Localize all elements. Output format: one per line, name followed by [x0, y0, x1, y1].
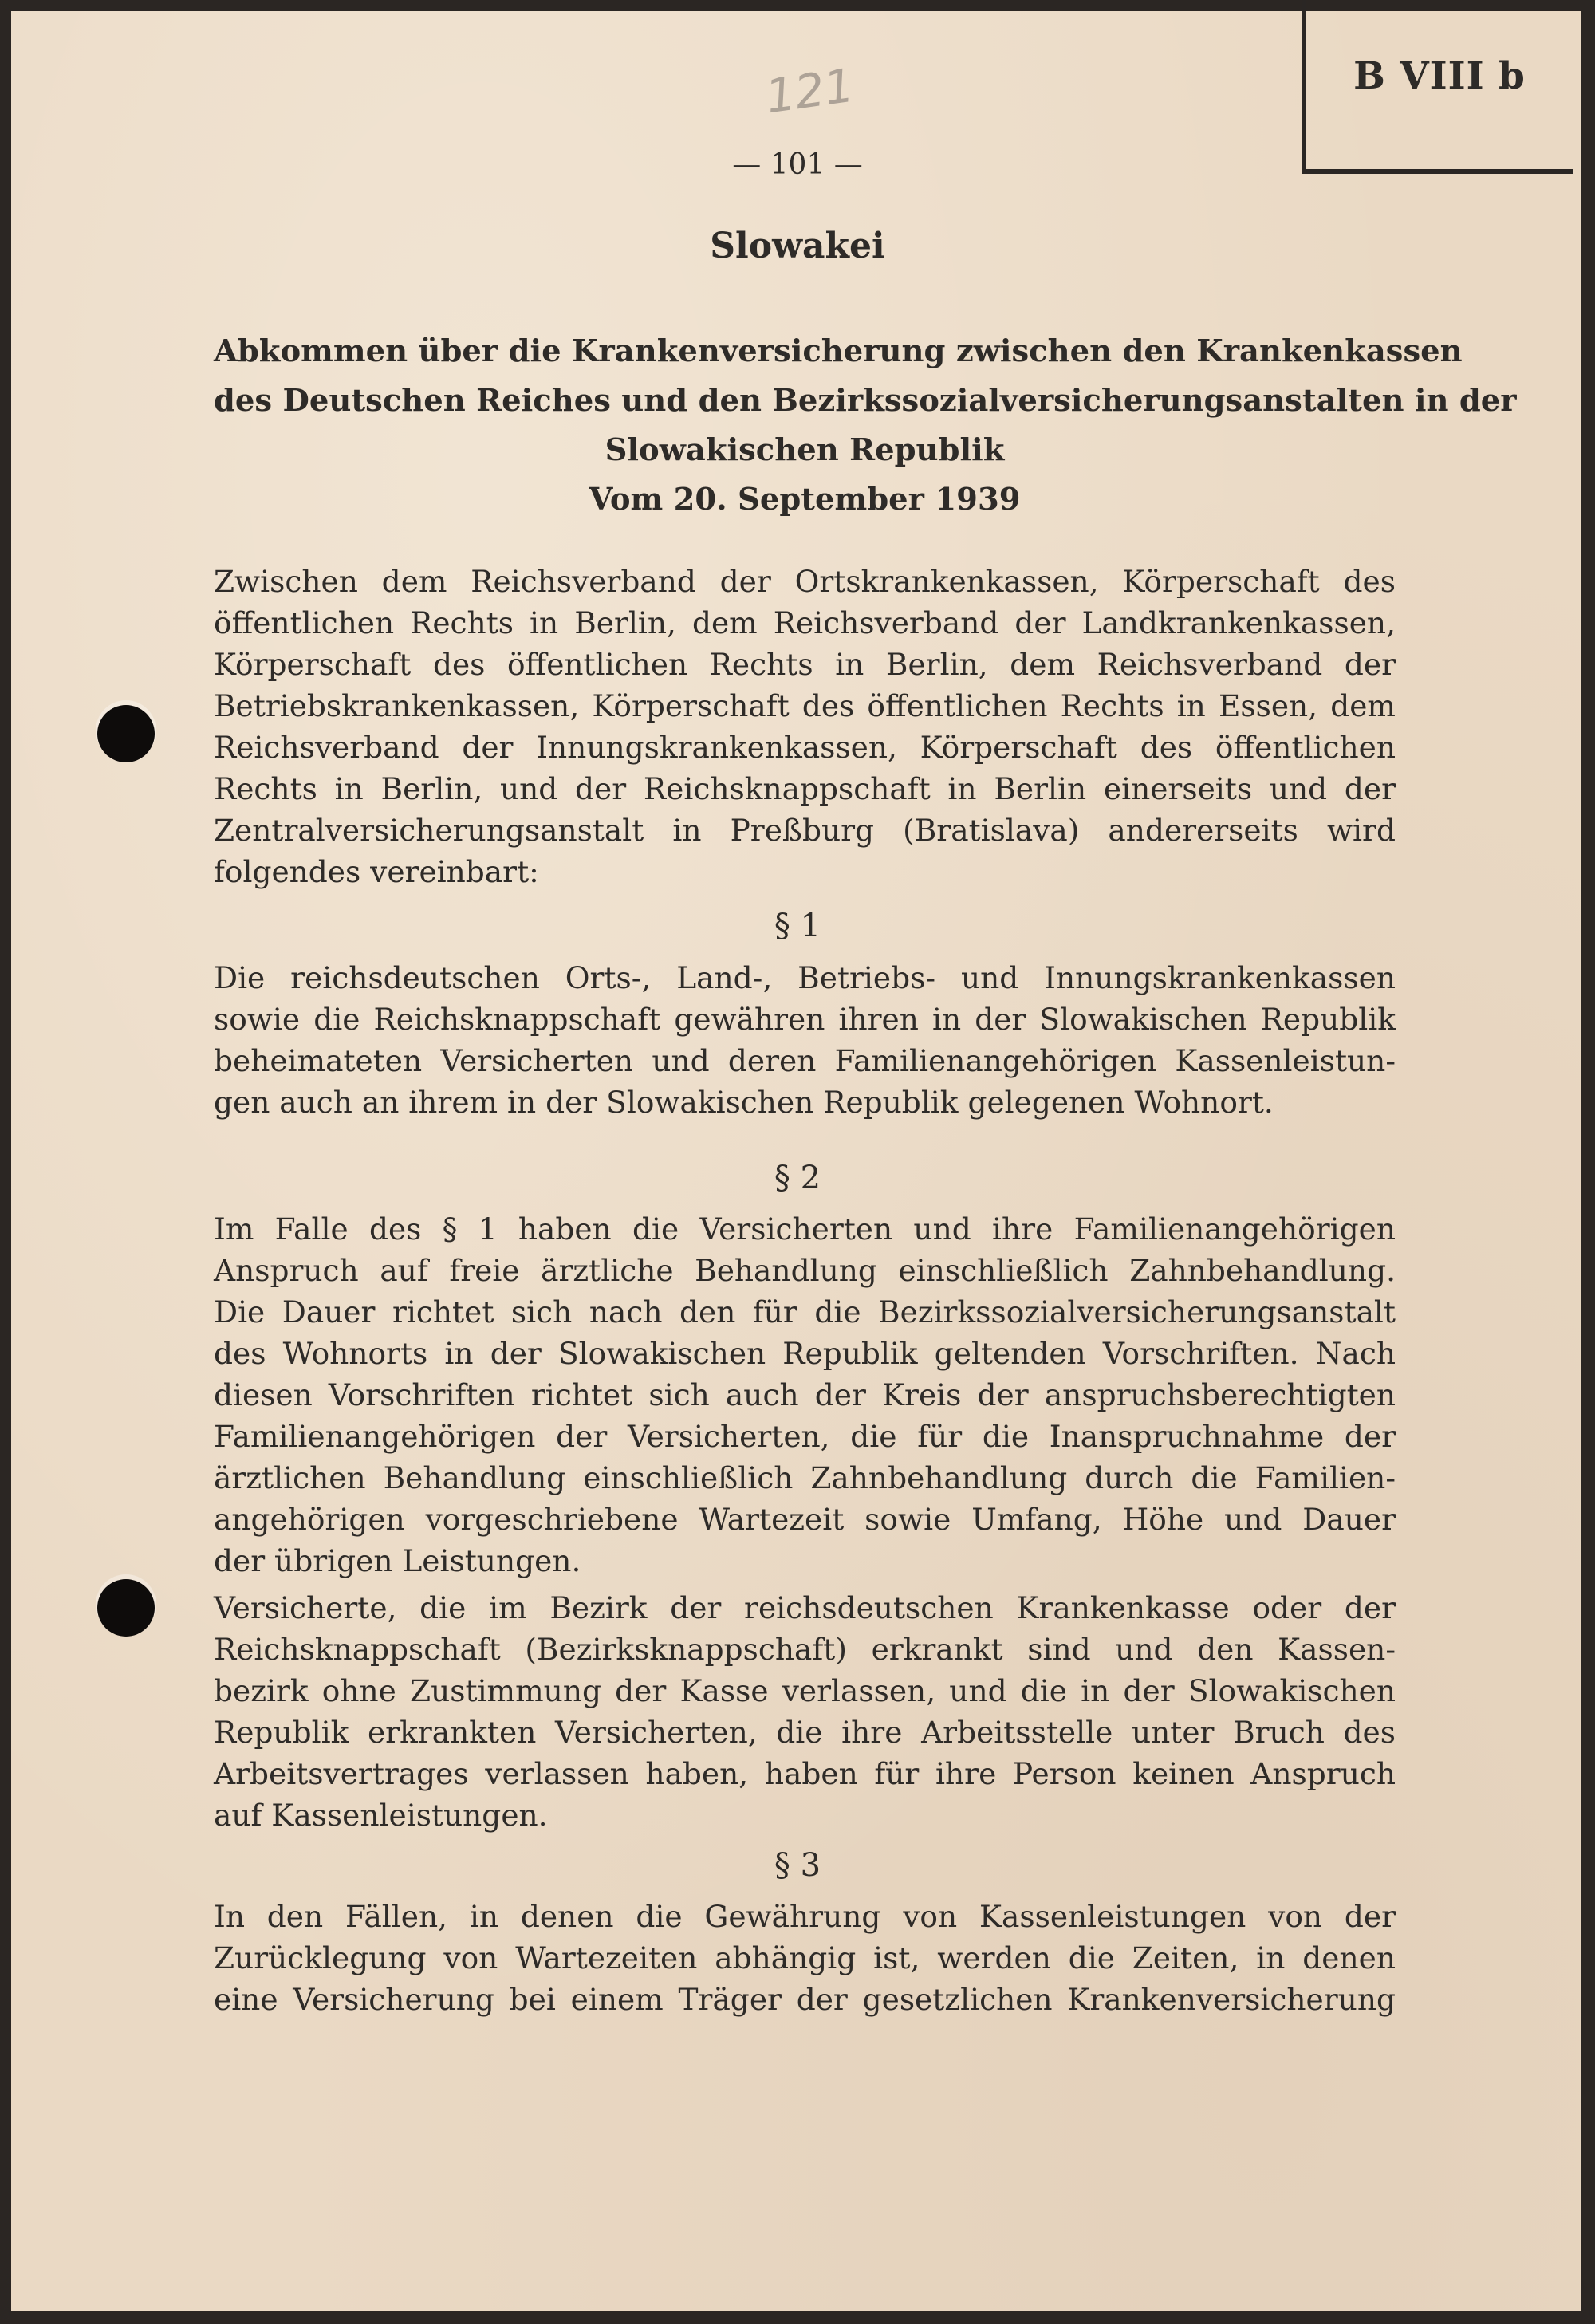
section-mark-2: § 2: [774, 1160, 821, 1196]
text-line: Reichsverband der Innungskrankenkassen, Körperschaft des öffentlichen: [214, 730, 1396, 765]
section-1-paragraph: [214, 957, 1396, 1123]
text-line: des Wohnorts in der Slowakischen Republik geltenden Vorschriften. Nach: [214, 1336, 1396, 1371]
text-line: auf Kassenleistungen.: [214, 1798, 548, 1833]
section-3-paragraph: [214, 1896, 1396, 2020]
punch-hole: [97, 1579, 155, 1637]
agreement-heading-line: Slowakischen Republik: [605, 432, 1005, 468]
text-line: ärztlichen Behandlung einschließlich Zahnbehandlung durch die Familien-: [214, 1460, 1396, 1495]
text-line: beheimateten Versicherten und deren Familienangehörigen Kassenleistun-: [214, 1043, 1396, 1078]
page-number: — 101 —: [732, 148, 863, 181]
text-line: der übrigen Leistungen.: [214, 1543, 581, 1578]
text-line: Körperschaft des öffentlichen Rechts in Berlin, dem Reichsverband der: [214, 647, 1396, 682]
text-line: In den Fällen, in denen die Gewährung von Kassenleistungen von der: [214, 1899, 1396, 1934]
punch-hole: [97, 705, 155, 762]
agreement-heading-line: des Deutschen Reiches und den Bezirkssozialversicherungsanstalten in der: [214, 383, 1517, 419]
text-line: öffentlichen Rechts in Berlin, dem Reichsverband der Landkrankenkassen,: [214, 605, 1396, 640]
text-line: bezirk ohne Zustimmung der Kasse verlassen, und die in der Slowakischen: [214, 1673, 1396, 1708]
text-line: Zurücklegung von Wartezeiten abhängig ist, werden die Zeiten, in denen: [214, 1940, 1396, 1975]
text-line: Rechts in Berlin, und der Reichsknappschaft in Berlin einerseits und der: [214, 771, 1396, 806]
text-line: Arbeitsvertrages verlassen haben, haben für ihre Person keinen Anspruch: [214, 1756, 1396, 1791]
preamble-paragraph: [214, 561, 1396, 892]
text-line: diesen Vorschriften richtet sich auch der Kreis der anspruchsberechtigten: [214, 1377, 1396, 1412]
text-line: Anspruch auf freie ärztliche Behandlung einschließlich Zahnbehandlung.: [214, 1253, 1396, 1288]
classification-label: B VIII b: [1353, 54, 1526, 98]
text-line: Republik erkrankten Versicherten, die ihre Arbeitsstelle unter Bruch des: [214, 1715, 1396, 1750]
text-line: Reichsknappschaft (Bezirksknappschaft) erkrankt sind und den Kassen-: [214, 1632, 1396, 1667]
handwritten-folio-number: 121: [762, 57, 857, 124]
text-line: Zentralversicherungsanstalt in Preßburg (Bratislava) andererseits wird: [214, 813, 1396, 848]
agreement-date-line: Vom 20. September 1939: [589, 482, 1021, 518]
text-line: sowie die Reichsknappschaft gewähren ihren in der Slowakischen Republik: [214, 1002, 1396, 1037]
section-mark-3: § 3: [774, 1847, 821, 1884]
text-line: angehörigen vorgeschriebene Wartezeit sowie Umfang, Höhe und Dauer: [214, 1502, 1396, 1537]
text-line: Die reichsdeutschen Orts-, Land-, Betriebs- und Innungskrankenkassen: [214, 960, 1396, 995]
text-line: folgendes vereinbart:: [214, 854, 539, 889]
document-title: Slowakei: [710, 226, 885, 266]
text-line: Im Falle des § 1 haben die Versicherten und ihre Familienangehörigen: [214, 1211, 1396, 1247]
text-line: Familienangehörigen der Versicherten, die für die Inanspruchnahme der: [214, 1419, 1396, 1454]
agreement-heading: [214, 327, 1517, 525]
text-line: gen auch an ihrem in der Slowakischen Republik gelegenen Wohnort.: [214, 1085, 1274, 1120]
text-line: Zwischen dem Reichsverband der Ortskrankenkassen, Körperschaft des: [214, 564, 1396, 599]
agreement-heading-line: Abkommen über die Krankenversicherung zwischen den Krankenkassen: [214, 333, 1463, 369]
text-line: Die Dauer richtet sich nach den für die Bezirkssozialversicherungsanstalt: [214, 1294, 1396, 1329]
text-line: Betriebskrankenkassen, Körperschaft des öffentlichen Rechts in Essen, dem: [214, 688, 1396, 723]
section-mark-1: § 1: [774, 908, 821, 944]
section-2-paragraph-1: [214, 1208, 1396, 1582]
section-2-paragraph-2: [214, 1587, 1396, 1836]
text-line: eine Versicherung bei einem Träger der gesetzlichen Krankenversicherung: [214, 1982, 1396, 2017]
text-line: Versicherte, die im Bezirk der reichsdeutschen Krankenkasse oder der: [214, 1590, 1396, 1625]
